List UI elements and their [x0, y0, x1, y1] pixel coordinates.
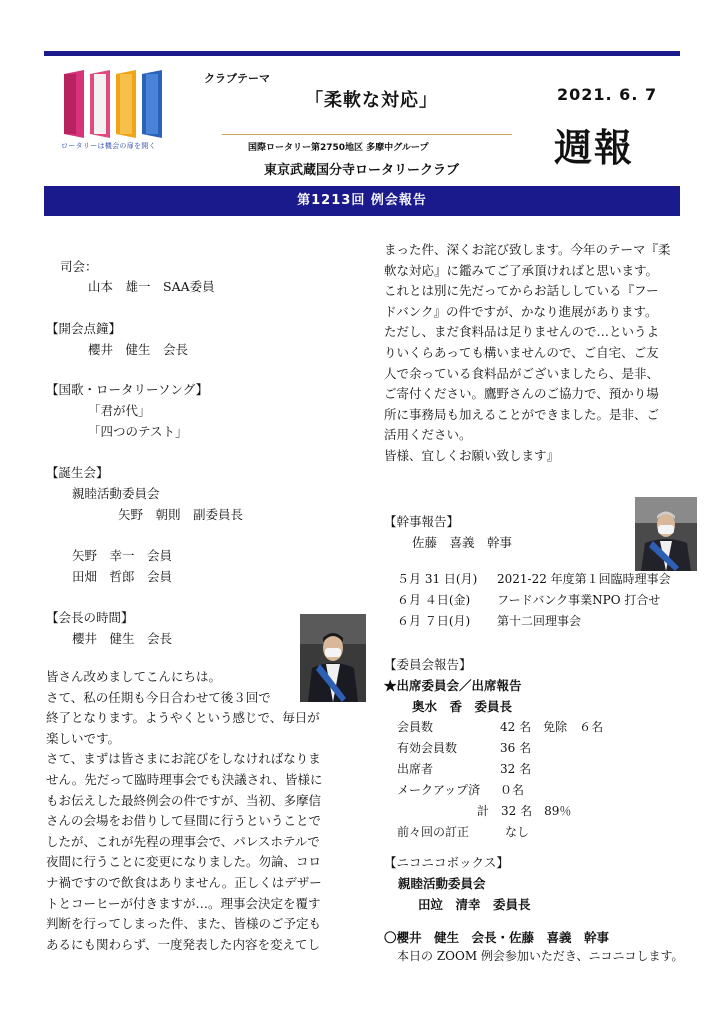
speech-line: さて、まずは皆さまにお詫びをしなければなりま	[46, 751, 321, 767]
secretary-photo	[635, 497, 697, 571]
secretary-name: 佐藤 喜義 幹事	[412, 535, 513, 550]
speech-line: あるにも関わらず、一度発表した内容を変えてし	[46, 936, 321, 952]
speech-line: ただし、まだ食料品は足りませんので…というよ	[384, 324, 660, 340]
mc-title: 司会：	[60, 259, 98, 274]
club-name: 東京武蔵国分寺ロータリークラブ	[264, 163, 460, 178]
schedule-text-3: 第十二回理事会	[497, 614, 582, 628]
speech-line: まった件、深くお詫び致します。今年のテーマ『柔	[384, 242, 671, 257]
president-speech	[46, 667, 346, 955]
speech-line: 人で余っている食料品がございましたら、是非、	[384, 365, 660, 381]
speech-line: さんの会場をお借りして昼間に行うということで	[46, 813, 322, 829]
issue-date: 2021. 6. 7	[557, 85, 658, 104]
niko-chair: 田竝 清幸 委員長	[418, 897, 531, 912]
meeting-banner: 第1213回 例会報告	[44, 186, 680, 216]
attendance-total: 計 32 名 89％	[477, 804, 572, 818]
mc-name: 山本 雄一 SAA委員	[88, 279, 215, 294]
attendance-label-present: 出席者	[397, 762, 434, 776]
speech-line: せん。先だって臨時理事会でも決議され、皆様に	[46, 771, 323, 787]
niko-message: 本日の ZOOM 例会参加いただき、ニコニコします。	[397, 949, 684, 963]
birthday-chair: 矢野 朝則 副委員長	[118, 507, 244, 522]
president-speech-continued	[384, 240, 684, 467]
speech-line: したが、これが先程の理事会で、パレスホテルで	[46, 833, 320, 849]
speech-line: りいくらあっても構いませんので、ご自宅、ご友	[384, 344, 659, 360]
schedule-text-2: フードバンク事業NPO 打合せ	[497, 593, 661, 607]
speech-line: ご寄付ください。鷹野さんのご協力で、預かり場	[384, 386, 659, 402]
rotary-doors-logo	[60, 68, 164, 142]
secretary-title: 【幹事報告】	[384, 514, 460, 529]
schedule-date-2: ６月 ４日(金)	[397, 593, 471, 607]
logo-caption: ロータリーは機会の扉を開く	[61, 142, 156, 150]
niko-committee: 親睦活動委員会	[398, 876, 486, 891]
weekly-title: 週報	[554, 126, 635, 170]
opening-title: 【開会点鐘】	[46, 321, 122, 336]
attendance-label-members: 会員数	[397, 720, 434, 734]
speech-line: 楽しいです。	[46, 730, 121, 746]
speech-line: 軟な対応』に鑑みてご了承頂ければと思います。	[384, 262, 659, 278]
attendance-value-present: 32 名	[500, 762, 532, 776]
district-line: 国際ロータリー第2750地区 多摩中グループ	[248, 143, 429, 153]
birthday-committee: 親睦活動委員会	[72, 486, 160, 501]
speech-line: 夜間に行うことに変更になりました。勿論、コロ	[46, 854, 322, 870]
theme-title: 「柔軟な対応」	[305, 90, 438, 111]
top-rule	[44, 51, 680, 56]
speech-line: 判断を行ってしまった件、また、皆様のご予定も	[46, 916, 322, 932]
opening-name: 櫻井 健生 会長	[88, 342, 189, 357]
attendance-value-makeup: ０名	[500, 783, 525, 797]
speech-line: トとコーヒーが付きますが…。理事会決定を覆す	[46, 895, 321, 911]
birthday-person-1: 矢野 幸一 会員	[72, 548, 173, 563]
attendance-value-active: 36 名	[500, 741, 532, 755]
birthday-title: 【誕生会】	[46, 465, 109, 480]
speech-line: ドバンク』の件ですが、かなり進展があります。	[384, 303, 658, 319]
president-name: 櫻井 健生 会長	[72, 631, 173, 646]
anthem-song-2: 「四つのテスト」	[88, 424, 188, 439]
theme-label: クラブテーマ	[204, 72, 270, 85]
speech-line: さて、私の任期も今日合わせて後３回で	[46, 689, 271, 705]
speech-line: これとは別に先だってからお話ししている『フー	[384, 283, 659, 299]
schedule-text-1: 2021-22 年度第１回臨時理事会	[497, 572, 671, 586]
attendance-value-members: 42 名 免除 ６名	[500, 720, 604, 734]
header-divider	[222, 134, 512, 135]
niko-donor: 〇櫻井 健生 会長・佐藤 喜義 幹事	[384, 930, 610, 945]
attendance-label-active: 有効会員数	[397, 741, 458, 755]
anthem-song-1: 「君が代」	[88, 403, 151, 418]
attendance-chair: 奥水 香 委員長	[412, 699, 513, 714]
schedule-date-3: ６月 ７日(月)	[397, 614, 471, 628]
speech-line: ナ禍ですので飲食はありません。正しくはデザー	[46, 874, 322, 890]
schedule-date-1: ５月 31 日(月)	[397, 572, 478, 586]
attendance-title: ★出席委員会／出席報告	[384, 678, 522, 693]
birthday-person-2: 田畑 哲郎 会員	[72, 569, 173, 584]
speech-line: 所に事務局も加えることができました。是非、ご	[384, 406, 660, 422]
speech-line: 皆様、宜しくお願い致します』	[384, 447, 560, 463]
attendance-correction-label: 前々回の訂正	[397, 825, 470, 839]
anthem-title: 【国歌・ロータリーソング】	[46, 382, 209, 397]
attendance-label-makeup: メークアップ済	[397, 783, 481, 797]
niko-title: 【ニコニコボックス】	[384, 855, 509, 870]
speech-line: 終了となります。ようやくという感じで、毎日が	[46, 710, 320, 726]
committee-title: 【委員会報告】	[384, 657, 472, 672]
speech-line: 皆さん改めましてこんにちは。	[46, 669, 222, 684]
speech-line: 活用ください。	[384, 427, 472, 443]
president-title: 【会長の時間】	[46, 610, 134, 625]
attendance-correction-value: なし	[505, 825, 530, 839]
speech-line: もお伝えした最終例会の件ですが、当初、多摩信	[46, 792, 322, 808]
